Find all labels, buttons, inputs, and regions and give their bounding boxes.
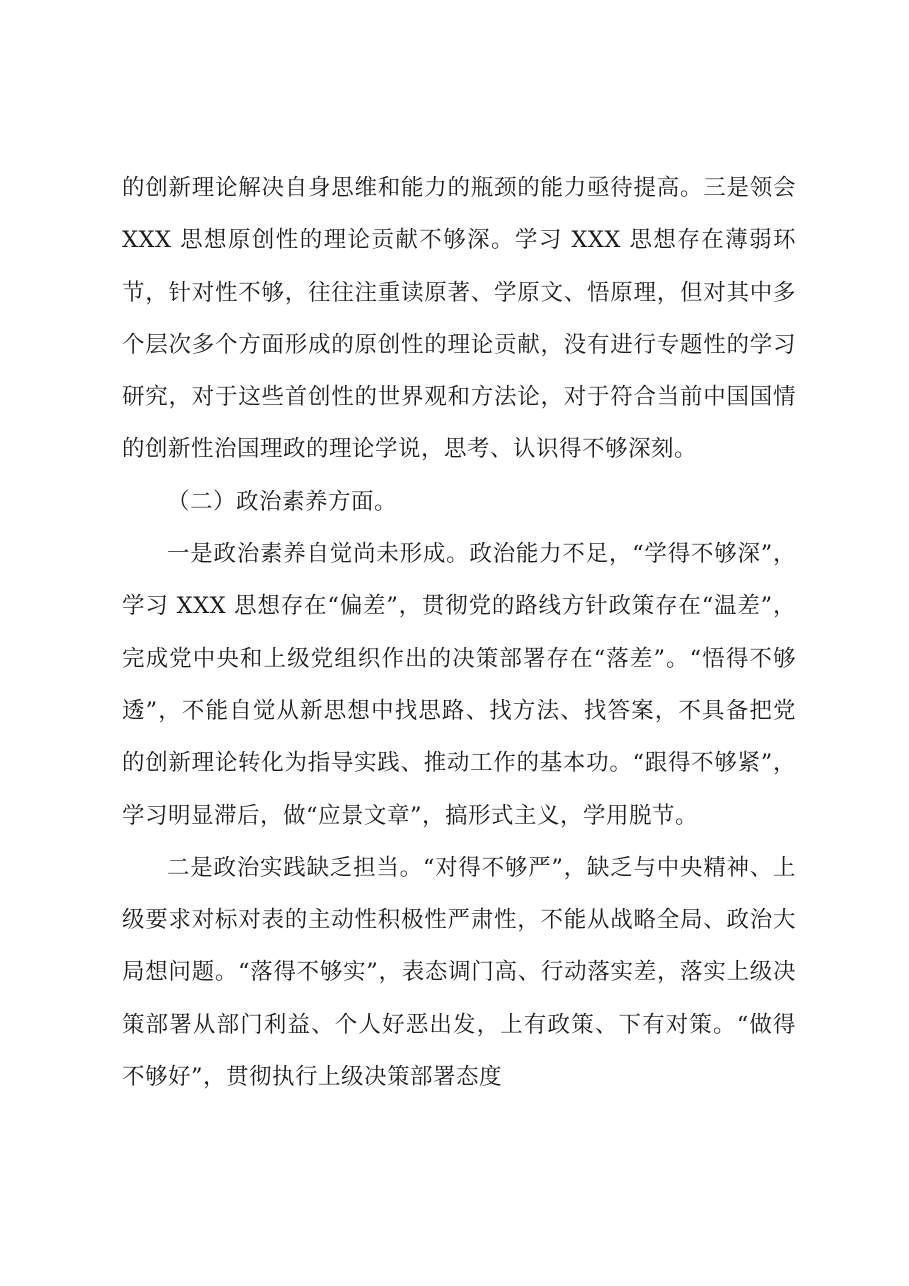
paragraph-continuation: 的创新理论解决自身思维和能力的瓶颈的能力亟待提高。三是领会 XXX 思想原创性的理论贡献不够深。学习 XXX 思想存在薄弱环节，针对性不够，往往注重读原著、学原文、悟原理，但对其中多个层次多个方面形成的原创性的理论贡献，没有进行专题性的学习研究，对于这些首创性的世界观和方法论，对于符合当前中国国情的创新性治国理政的理论学说，思考、认识得不够深刻。: [122, 175, 796, 463]
document-body: [122, 162, 796, 1103]
paragraph-political-practice: 二是政治实践缺乏担当。“对得不够严”，缺乏与中央精神、上级要求对标对表的主动性积极性严肃性，不能从战略全局、政治大局想问题。“落得不够实”，表态调门高、行动落实差，落实上级决策部署从部门利益、个人好恶出发，上有政策、下有对策。“做得不够好”，贯彻执行上级决策部署态度: [122, 854, 796, 1091]
paragraph-political-literacy: 一是政治素养自觉尚未形成。政治能力不足，“学得不够深”，学习 XXX 思想存在“偏差”，贯彻党的路线方针政策存在“温差”，完成党中央和上级党组织作出的决策部署存在“落差”。“悟得不够透”，不能自觉从新思想中找思路、找方法、找答案，不具备把党的创新理论转化为指导实践、推动工作的基本功。“跟得不够紧”，学习明显滞后，做“应景文章”，搞形式主义，学用脱节。: [122, 541, 796, 829]
section-heading: （二）政治素养方面。: [167, 488, 398, 515]
